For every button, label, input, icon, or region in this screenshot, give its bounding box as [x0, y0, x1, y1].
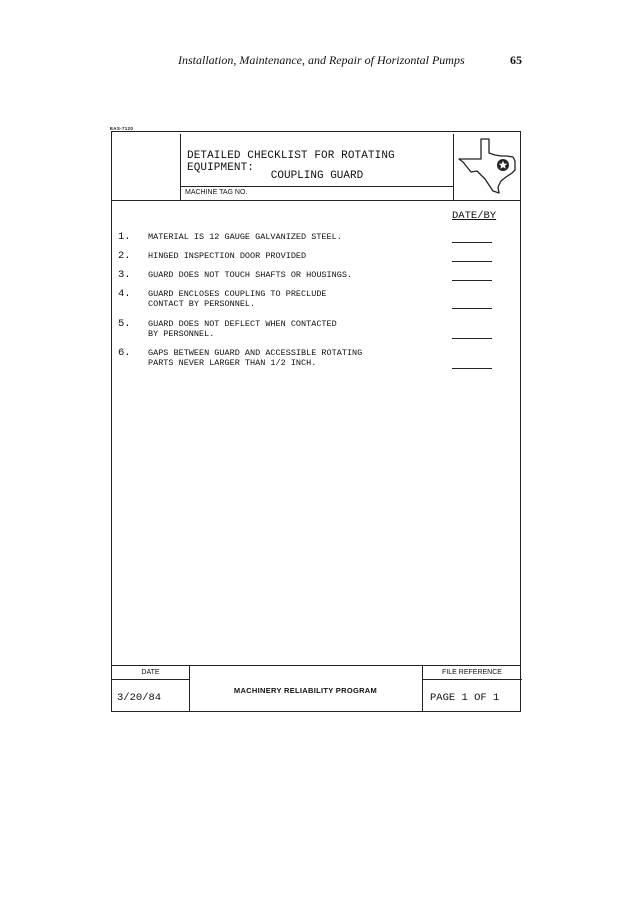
page-header	[0, 53, 633, 71]
date-by-blank[interactable]	[452, 280, 492, 281]
file-reference-rule	[422, 679, 522, 680]
item-text: GUARD DOES NOT TOUCH SHAFTS OR HOUSINGS.	[148, 270, 353, 280]
form-header-box	[180, 134, 454, 200]
date-value: 3/20/84	[117, 692, 162, 704]
file-reference-label: FILE REFERENCE	[442, 669, 502, 676]
date-by-blank[interactable]	[452, 338, 492, 339]
program-name: MACHINERY RELIABILITY PROGRAM	[233, 686, 378, 695]
item-text: GAPS BETWEEN GUARD AND ACCESSIBLE ROTATING PARTS NEVER LARGER THAN 1/2 INCH.	[148, 348, 363, 368]
item-text: MATERIAL IS 12 GAUGE GALVANIZED STEEL.	[148, 232, 342, 242]
item-text: HINGED INSPECTION DOOR PROVIDED	[148, 251, 307, 261]
header-rule	[112, 200, 520, 201]
page-reference: PAGE 1 OF 1	[430, 692, 500, 704]
date-by-blank[interactable]	[452, 242, 492, 243]
page-number: 65	[510, 53, 522, 67]
item-number: 6.	[118, 347, 131, 359]
date-label-rule	[112, 679, 189, 680]
item-number: 5.	[118, 318, 131, 330]
form-code: EAS-7120	[110, 126, 134, 131]
date-label: DATE	[141, 669, 160, 676]
running-title: Installation, Maintenance, and Repair of Horizontal Pumps	[178, 53, 465, 67]
item-text: GUARD ENCLOSES COUPLING TO PRECLUDE CONTACT BY PERSONNEL.	[148, 289, 327, 309]
form-footer	[112, 665, 520, 712]
texas-star-icon	[455, 135, 519, 197]
item-number: 1.	[118, 231, 131, 243]
machine-tag-label: MACHINE TAG NO.	[185, 189, 248, 196]
item-text: GUARD DOES NOT DEFLECT WHEN CONTACTED BY PERSONNEL.	[148, 319, 337, 339]
item-number: 2.	[118, 250, 131, 262]
form-title: DETAILED CHECKLIST FOR ROTATING EQUIPMENT:	[187, 150, 395, 174]
form-subtitle: COUPLING GUARD	[270, 170, 364, 182]
checklist-form	[111, 131, 521, 712]
item-number: 3.	[118, 269, 131, 281]
date-by-header: DATE/BY	[452, 210, 497, 222]
date-by-blank[interactable]	[452, 261, 492, 262]
date-by-blank[interactable]	[452, 368, 492, 369]
date-by-blank[interactable]	[452, 308, 492, 309]
tag-divider	[181, 186, 453, 187]
item-number: 4.	[118, 288, 131, 300]
